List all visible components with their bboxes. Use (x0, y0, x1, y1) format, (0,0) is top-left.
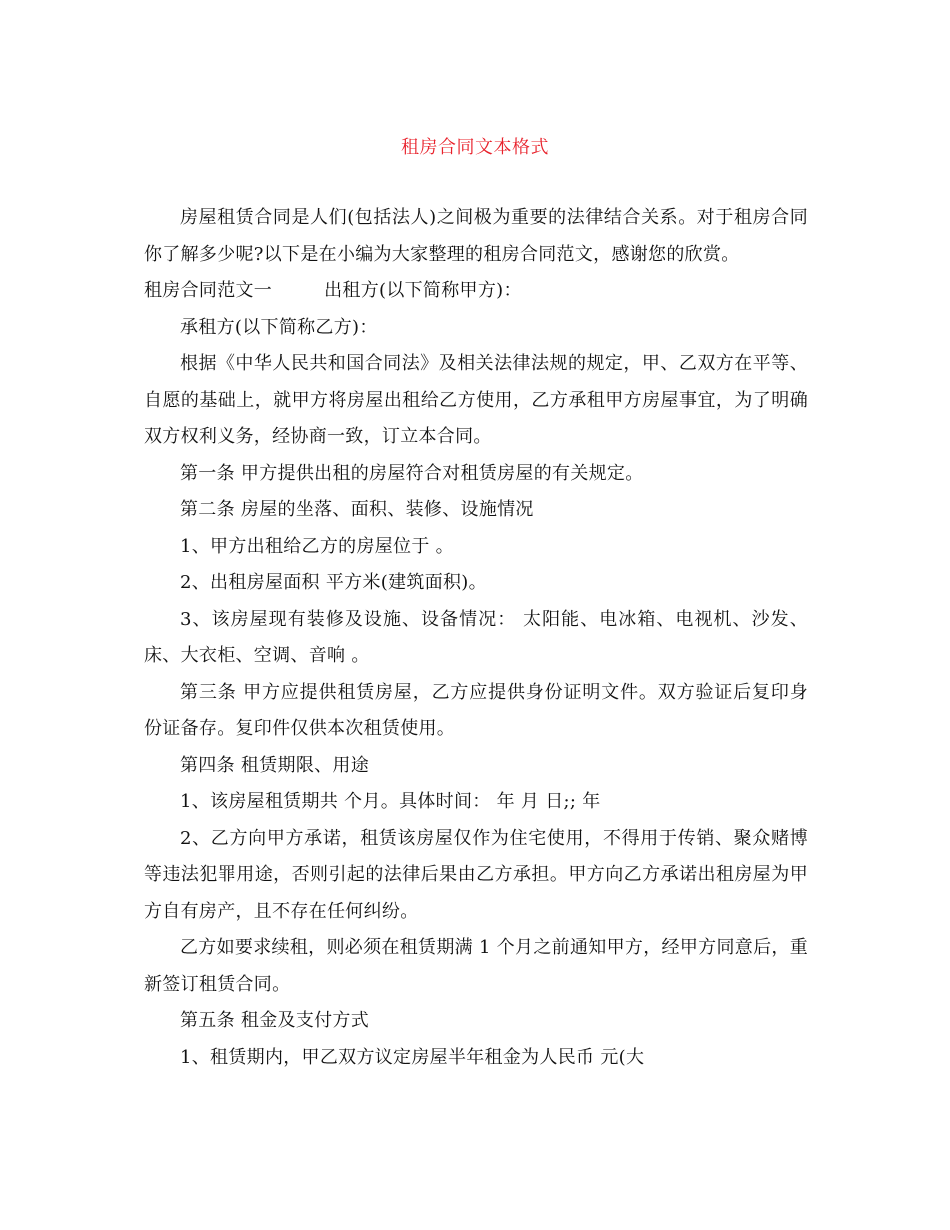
document-body (144, 200, 808, 1076)
article-2-heading: 第二条 房屋的坐落、面积、装修、设施情况 (180, 499, 534, 520)
lessor-label: 出租方(以下简称甲方)： (324, 280, 522, 301)
sample-label: 租房合同范文一 (144, 280, 273, 301)
article-2-clause-3: 3、该房屋现有装修及设施、设备情况： 太阳能、电冰箱、电视机、沙发、床、大衣柜、空调、音响 。 (144, 608, 808, 666)
article-4-renewal: 乙方如要求续租，则必须在租赁期满 1 个月之前通知甲方，经甲方同意后，重新签订租赁合同。 (144, 937, 808, 995)
article-4-clause-2: 2、乙方向甲方承诺，租赁该房屋仅作为住宅使用，不得用于传销、聚众赌博等违法犯罪用途，否则引起的法律后果由乙方承担。甲方向乙方承诺出租房屋为甲方自有房产，且不存在任何纠纷。 (144, 827, 808, 922)
article-3: 第三条 甲方应提供租赁房屋，乙方应提供身份证明文件。双方验证后复印身份证备存。复印件仅供本次租赁使用。 (144, 681, 808, 739)
article-5-clause-1: 1、租赁期内，甲乙双方议定房屋半年租金为人民币 元(大 (180, 1046, 645, 1068)
sample-heading-line (144, 273, 808, 310)
intro-paragraph: 房屋租赁合同是人们(包括法人)之间极为重要的法律结合关系。对于租房合同你了解多少呢?以下是在小编为大家整理的租房合同范文，感谢您的欣赏。 (144, 207, 808, 265)
article-2-clause-1: 1、甲方出租给乙方的房屋位于 。 (180, 535, 454, 557)
article-4-clause-1: 1、该房屋租赁期共 个月。具体时间： 年 月 日;; 年 (180, 791, 601, 812)
article-5-heading: 第五条 租金及支付方式 (180, 1010, 370, 1031)
article-4-heading: 第四条 租赁期限、用途 (180, 754, 370, 776)
article-2-clause-2: 2、出租房屋面积 平方米(建筑面积)。 (180, 572, 487, 593)
article-1: 第一条 甲方提供出租的房屋符合对租赁房屋的有关规定。 (180, 462, 644, 484)
preamble-paragraph: 根据《中华人民共和国合同法》及相关法律法规的规定，甲、乙双方在平等、自愿的基础上，就甲方将房屋出租给乙方使用，乙方承租甲方房屋事宜，为了明确双方权利义务，经协商一致，订立本合同。 (144, 353, 808, 447)
document-title: 租房合同文本格式 (401, 137, 549, 158)
lessee-label: 承租方(以下简称乙方)： (180, 316, 378, 338)
